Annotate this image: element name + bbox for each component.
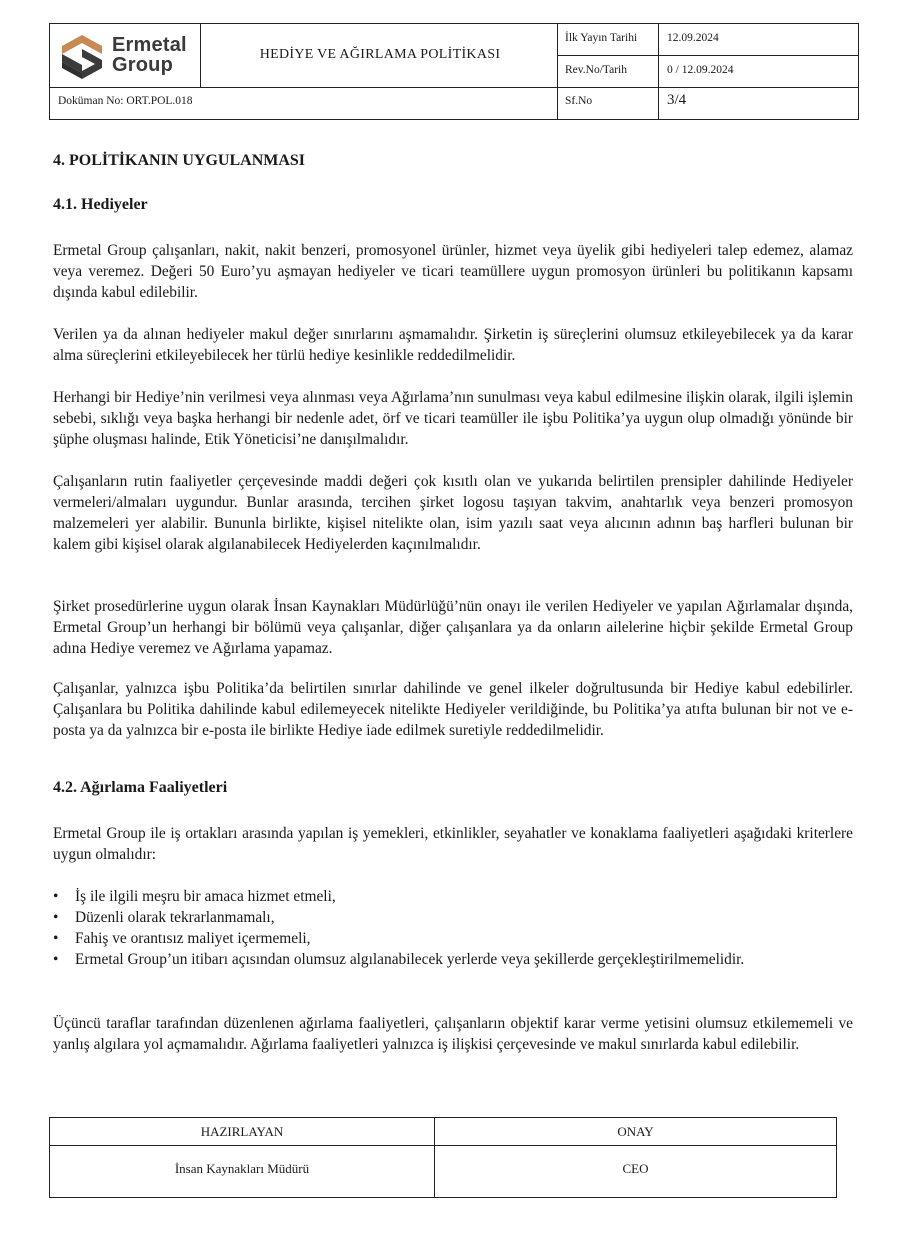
page-number-value: 3/4	[667, 92, 687, 108]
gifts-paragraph-3: Herhangi bir Hediye’nin verilmesi veya alınması veya Ağırlama’nın sunulması veya kabul edilmesine ilişkin olarak, ilgili işlemin sebebi, sıklığı veya başka herhangi bir nedenle adet, örf ve ticari teamüller ile işbu Politika’ya uygun olup olmadığı yönünde bir şüphe oluşması halinde, Etik Yöneticisi’ne danışılmalıdır.	[53, 389, 853, 448]
revision-value: 0 / 12.09.2024	[667, 64, 734, 76]
header-divider-values	[658, 24, 659, 119]
section-title: 4. POLİTİKANIN UYGULANMASI	[53, 152, 306, 169]
document-number-label: Doküman No:	[58, 95, 124, 107]
logo-text-line2: Group	[112, 54, 173, 76]
first-publication-label: İlk Yayın Tarihi	[565, 32, 638, 44]
approval-header: ONAY	[617, 1123, 654, 1139]
ermetal-logo-icon	[60, 34, 104, 80]
signature-table	[49, 1117, 837, 1198]
document-number	[58, 95, 193, 107]
company-logo	[58, 32, 198, 84]
logo-text-line1: Ermetal	[112, 34, 187, 56]
document-header	[49, 23, 859, 120]
prepared-by-value: İnsan Kaynakları Müdürü	[174, 1160, 310, 1176]
approval-value: CEO	[622, 1160, 649, 1176]
list-item: • Düzenli olarak tekrarlanmamalı,	[53, 907, 853, 928]
document-number-value: ORT.POL.018	[126, 95, 193, 107]
hosting-paragraph-1: Ermetal Group ile iş ortakları arasında yapılan iş yemekleri, etkinlikler, seyahatler ve konaklama faaliyetleri aşağıdaki kriterlere uygun olmalıdır:	[53, 825, 853, 863]
gifts-heading: 4.1. Hediyeler	[53, 196, 148, 213]
hosting-criteria-list	[53, 886, 853, 970]
gifts-paragraph-2: Verilen ya da alınan hediyeler makul değer sınırlarını aşmamalıdır. Şirketin iş süreçlerini olumsuz etkileyebilecek ya da karar alma süreçlerini etkileyebilecek her türlü hediye kesinlikle reddedilmelidir.	[53, 326, 853, 364]
hosting-heading: 4.2. Ağırlama Faaliyetleri	[53, 779, 228, 796]
document-title: HEDİYE VE AĞIRLAMA POLİTİKASI	[259, 47, 501, 62]
header-divider-meta-row	[557, 55, 858, 56]
list-item: • İş ile ilgili meşru bir amaca hizmet etmeli,	[53, 886, 853, 907]
prepared-by-header: HAZIRLAYAN	[200, 1123, 284, 1139]
first-publication-value: 12.09.2024	[667, 32, 719, 44]
gifts-paragraph-5: Şirket prosedürlerine uygun olarak İnsan Kaynakları Müdürlüğü’nün onayı ile verilen Hediyeler ve yapılan Ağırlamalar dışında, Ermetal Group’un herhangi bir bölümü veya çalışanlar, diğer çalışanlara ya da onların ailelerine hiçbir şekilde Ermetal Group adına Hediye veremez ve Ağırlama yapamaz.	[53, 598, 853, 657]
list-item: • Ermetal Group’un itibarı açısından olumsuz algılanabilecek yerlerde veya şekillerde gerçekleştirilmemelidir.	[53, 949, 853, 970]
revision-label: Rev.No/Tarih	[565, 64, 628, 76]
gifts-paragraph-1: Ermetal Group çalışanları, nakit, nakit benzeri, promosyonel ürünler, hizmet veya üyelik gibi hediyeleri talep edemez, alamaz veya veremez. Değeri 50 Euro’yu aşmayan hediyeler ve ticari teamüllere uygun promosyon ürünleri bu politikanın kapsamı dışında kabul edilebilir.	[53, 242, 853, 301]
page-number-label: Sf.No	[565, 95, 593, 107]
header-divider-horizontal	[50, 87, 858, 88]
gifts-paragraph-6: Çalışanlar, yalnızca işbu Politika’da belirtilen sınırlar dahilinde ve genel ilkeler doğrultusunda bir Hediye kabul edebilirler. Çalışanlara bu Politika dahilinde kabul edilemeyecek nitelikte Hediyeler verildiğinde, bu Politika’ya atıfta bulunan bir not ve e-posta ya da yalnızca bir e-posta ile birlikte Hediye iade edilmek suretiyle reddedilmelidir.	[53, 680, 853, 739]
hosting-paragraph-2: Üçüncü taraflar tarafından düzenlenen ağırlama faaliyetleri, çalışanların objektif karar verme yetisini olumsuz etkilememeli ve yanlış algılara yol açmamalıdır. Ağırlama faaliyetleri yalnızca iş ilişkisi çerçevesinde ve makul sınırlarda kabul edilebilir.	[53, 1015, 853, 1053]
list-item: • Fahiş ve orantısız maliyet içermemeli,	[53, 928, 853, 949]
gifts-paragraph-4: Çalışanların rutin faaliyetler çerçevesinde maddi değeri çok kısıtlı olan ve yukarıda belirtilen prensipler dahilinde Hediyeler vermeleri/almaları uygundur. Bunlar arasında, tercihen şirket logosu taşıyan takvim, anahtarlık veya benzeri promosyon malzemeleri yer alabilir. Bununla birlikte, kişisel nitelikte olan, isim yazılı saat veya alıcının adının baş harfleri bulunan bir kalem gibi kişisel olarak algılanabilecek Hediyelerden kaçınılmalıdır.	[53, 473, 853, 553]
